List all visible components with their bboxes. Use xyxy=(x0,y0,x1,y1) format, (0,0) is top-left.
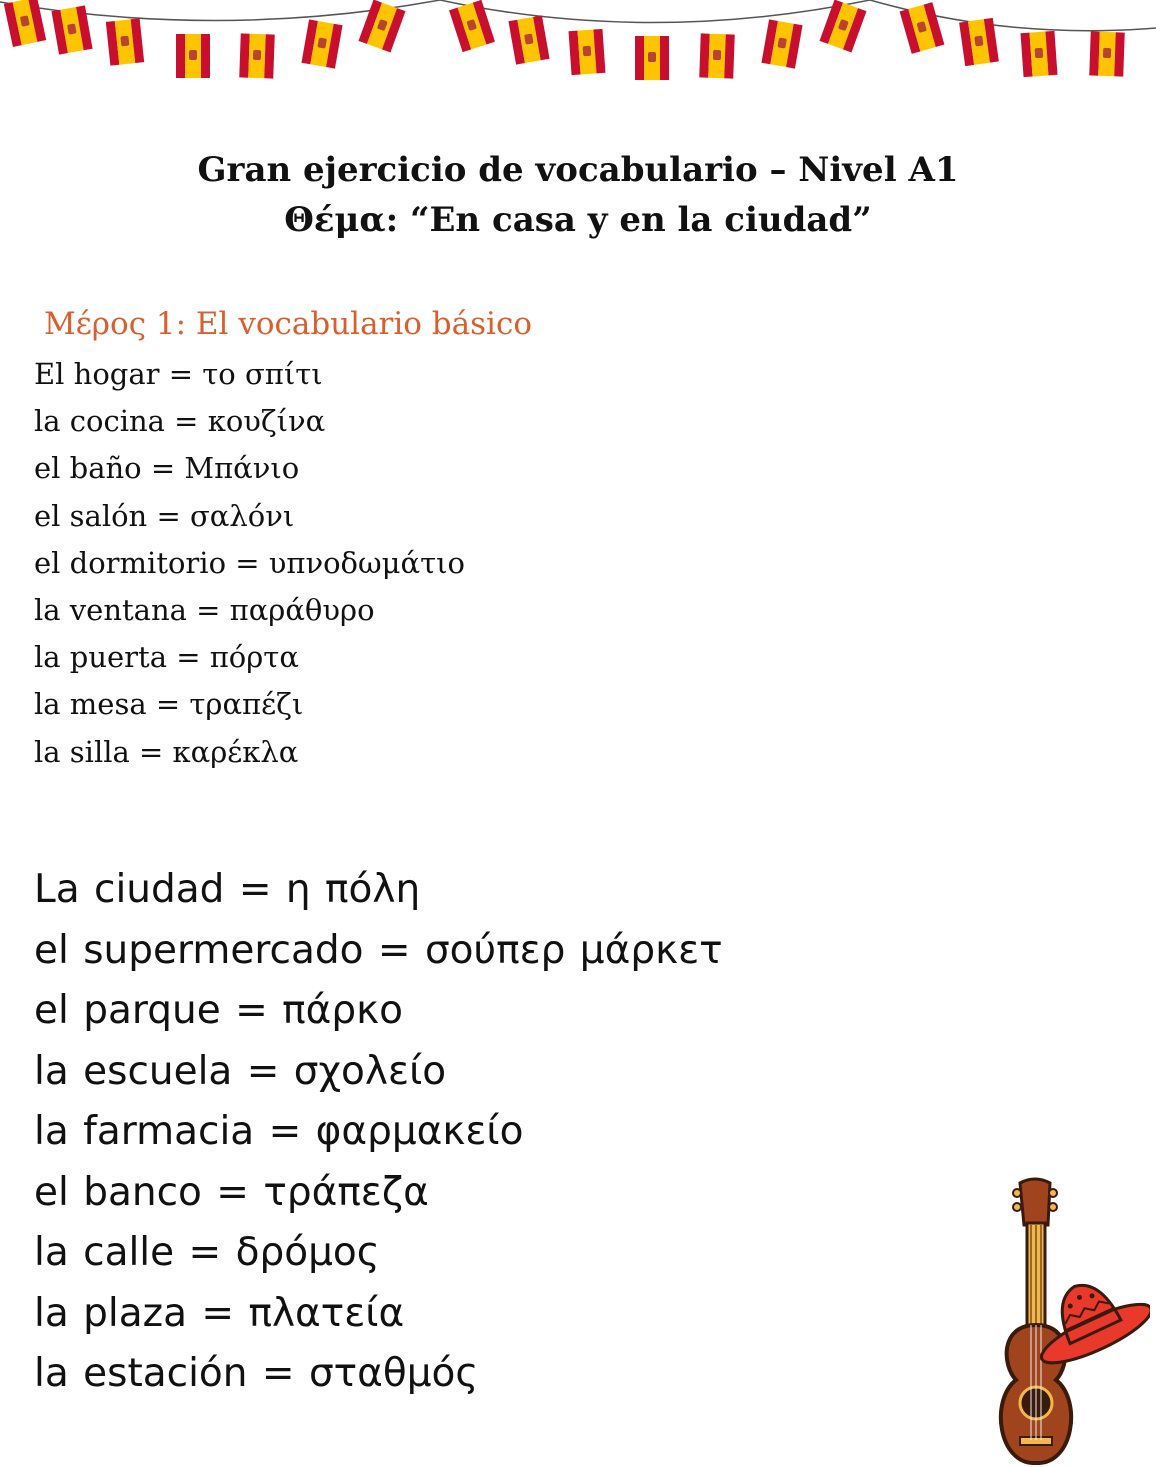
spain-flag-icon xyxy=(359,0,406,52)
vocab-item: el dormitorio = υπνοδωμάτιο xyxy=(34,545,465,580)
spain-flag-icon xyxy=(301,19,342,68)
spain-flag-icon xyxy=(569,29,606,75)
vocab-item: la mesa = τραπέζι xyxy=(34,687,304,722)
vocab-item: el parque = πάρκο xyxy=(34,988,403,1033)
spain-flag-icon xyxy=(508,15,549,64)
vocab-item: la puerta = πόρτα xyxy=(34,640,299,675)
vocab-item: la escuela = σχολείο xyxy=(34,1048,447,1094)
vocab-item: la silla = καρέκλα xyxy=(34,734,299,769)
vocab-item: el baño = Μπάνιο xyxy=(34,451,300,486)
spain-flag-icon xyxy=(4,0,46,47)
vocab-item: la cocina = κουζίνα xyxy=(34,404,326,439)
city-vocabulary-list xyxy=(34,860,723,1405)
vocab-item: el banco = τράπεζα xyxy=(34,1169,429,1215)
spain-flag-icon xyxy=(51,5,92,54)
vocab-item: la calle = δρόμος xyxy=(34,1230,380,1275)
vocab-item: El hogar = το σπίτι xyxy=(34,357,323,391)
document-title: Gran ejercicio de vocabulario – Nivel A1 xyxy=(197,150,959,190)
home-vocabulary-list xyxy=(34,351,465,776)
spain-flag-icon xyxy=(176,34,210,78)
vocab-item: La ciudad = η πόλη xyxy=(34,867,421,912)
vocab-item: el salón = σαλόνι xyxy=(34,498,295,533)
spain-flag-icon xyxy=(699,33,735,78)
vocab-item: la farmacia = φαρμακείο xyxy=(34,1109,524,1154)
spain-flag-icon xyxy=(959,18,999,66)
guitar-with-sombrero-icon xyxy=(990,1175,1150,1465)
part-1-heading: Μέρος 1: El vocabulario básico xyxy=(44,306,532,342)
spain-flag-icon xyxy=(106,18,144,65)
vocab-item: la plaza = πλατεία xyxy=(34,1290,405,1336)
spain-flag-icon xyxy=(1089,31,1125,76)
spain-flag-icon xyxy=(900,2,945,54)
spain-flag-icon xyxy=(239,33,275,78)
spain-flag-icon xyxy=(1021,31,1058,77)
spain-flag-icon xyxy=(449,0,495,52)
spain-flag-icon xyxy=(635,36,669,80)
vocab-item: el supermercado = σούπερ μάρκετ xyxy=(34,927,723,973)
document-subtitle: Θέμα: “En casa y en la ciudad” xyxy=(284,200,872,240)
vocab-item: la ventana = παράθυρο xyxy=(34,593,375,628)
spain-flag-icon xyxy=(761,19,802,68)
spanish-flag-bunting xyxy=(0,0,1156,90)
vocab-item: la estación = σταθμός xyxy=(34,1351,479,1396)
title-block xyxy=(0,145,1156,245)
